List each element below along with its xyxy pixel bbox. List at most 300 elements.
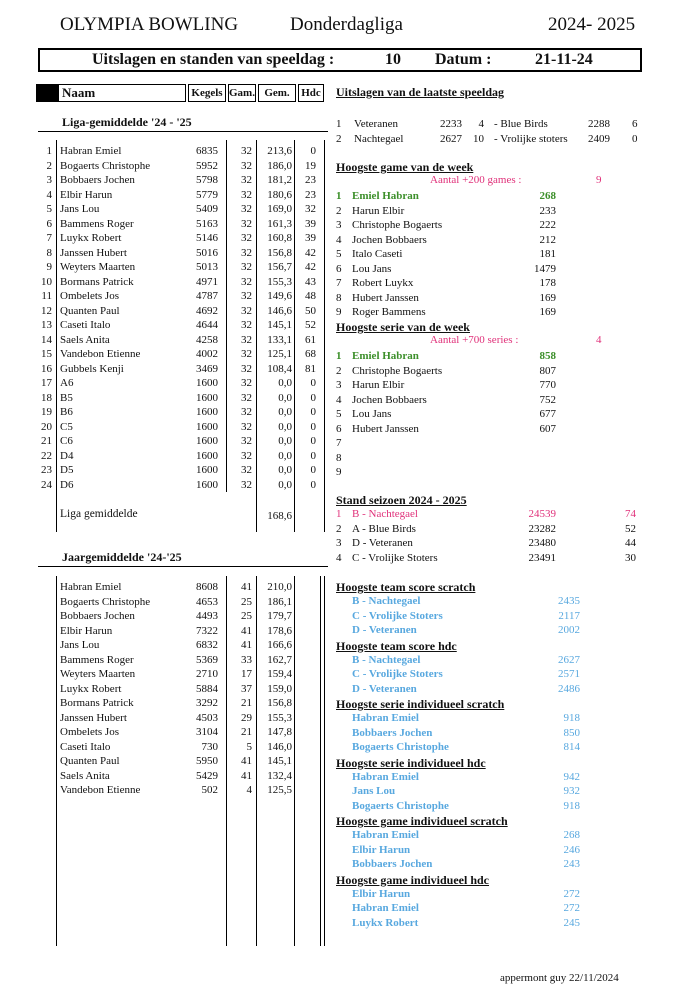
high_series-score: 677 <box>539 408 556 420</box>
league-row-games: 32 <box>241 290 252 302</box>
league-column-rule <box>294 140 295 532</box>
league-row-name: Vandebon Etienne <box>60 348 141 360</box>
league-row-rank: 4 <box>46 188 52 201</box>
league-row-games: 32 <box>241 261 252 273</box>
league-row-avg: 161,3 <box>267 217 292 230</box>
year-row-name: Elbir Harun <box>60 624 113 637</box>
record-name: Bogaerts Christophe <box>352 741 449 753</box>
year-row-games: 29 <box>241 711 252 724</box>
league-row-hdc: 0 <box>310 391 316 404</box>
record-name: Bobbaers Jochen <box>352 726 433 739</box>
high_game-player: Robert Luykx <box>352 277 414 289</box>
league-average-title: Liga-gemiddelde '24 - '25 <box>62 115 192 129</box>
record-value: 272 <box>563 902 580 914</box>
year-row-games: 41 <box>241 769 252 782</box>
record-name: Bogaerts Christophe <box>352 799 449 812</box>
col-pins: Kegels <box>188 84 226 102</box>
standings-points: 74 <box>625 508 636 520</box>
high_game-player: Roger Bammens <box>352 306 426 318</box>
high_game-rank: 7 <box>336 277 342 289</box>
high_game-score: 1479 <box>534 262 556 275</box>
league-row-pins: 4644 <box>196 319 218 331</box>
year-row-avg: 146,0 <box>267 740 292 753</box>
high_game-score: 222 <box>539 219 556 231</box>
league-row-pins: 6835 <box>196 145 218 157</box>
league-row-avg: 125,1 <box>267 348 292 360</box>
league-row-avg: 108,4 <box>267 362 292 375</box>
year-row-name: Bammens Roger <box>60 653 134 666</box>
year-row-avg: 179,7 <box>267 610 292 622</box>
standings-pins: 23282 <box>528 522 556 535</box>
league-row-rank: 19 <box>41 406 52 418</box>
result-away-score: 2409 <box>588 132 610 145</box>
league-row-avg: 145,1 <box>267 319 292 331</box>
league-row-rank: 8 <box>46 246 52 259</box>
year-row-pins: 6832 <box>196 639 218 651</box>
record-value: 850 <box>563 726 580 739</box>
high_series-score: 858 <box>539 350 556 362</box>
standings-rank: 2 <box>336 522 342 535</box>
league-row-pins: 3469 <box>196 362 218 375</box>
col-games: Gam. <box>228 84 256 102</box>
result-away-score: 2288 <box>588 118 610 130</box>
league-row-games: 32 <box>241 391 252 404</box>
high_game-rank: 6 <box>336 262 342 275</box>
year-column-rule <box>294 576 295 946</box>
record-name: Habran Emiel <box>352 712 419 724</box>
year-row-pins: 4493 <box>196 610 218 622</box>
league-row-rank: 24 <box>41 478 52 491</box>
high_game-player: Italo Caseti <box>352 248 403 260</box>
year-row-avg: 125,5 <box>267 784 292 796</box>
league-row-hdc: 48 <box>305 290 316 302</box>
league-row-name: Ombelets Jos <box>60 290 119 302</box>
year-row-pins: 730 <box>201 740 218 753</box>
author-footer: appermont guy 22/11/2024 <box>500 972 619 984</box>
year-row-games: 41 <box>241 755 252 767</box>
high_series-player: Hubert Janssen <box>352 422 419 435</box>
league-row-hdc: 52 <box>305 319 316 331</box>
high_game-score: 233 <box>539 204 556 217</box>
high_game-player: Lou Jans <box>352 262 392 275</box>
year-row-games: 21 <box>241 726 252 738</box>
year-column-rule <box>56 576 57 946</box>
league-row-name: D5 <box>60 464 74 476</box>
league-row-name: Luykx Robert <box>60 232 122 244</box>
record-name: B - Nachtegael <box>352 595 421 607</box>
league-row-avg: 156,8 <box>267 246 292 259</box>
league-row-name: D6 <box>60 478 74 491</box>
year-row-name: Bobbaers Jochen <box>60 610 135 622</box>
year-row-name: Vandebon Etienne <box>60 784 141 796</box>
year-row-name: Quanten Paul <box>60 755 120 767</box>
record-name: Bobbaers Jochen <box>352 858 433 870</box>
league-row-avg: 146,6 <box>267 304 292 317</box>
league-row-pins: 1600 <box>196 377 218 389</box>
year-row-name: Habran Emiel <box>60 581 122 593</box>
year-row-games: 21 <box>241 697 252 709</box>
year-title-rule <box>38 566 328 567</box>
league-row-pins: 1600 <box>196 449 218 462</box>
record-name: Luykx Robert <box>352 916 419 929</box>
date-value: 21-11-24 <box>535 51 593 68</box>
high_game-player: Harun Elbir <box>352 204 405 217</box>
high_game-count: 9 <box>596 174 602 186</box>
year-row-avg: 147,8 <box>267 726 292 738</box>
record-value: 2571 <box>558 668 580 680</box>
league-row-pins: 1600 <box>196 435 218 447</box>
year-row-avg: 159,0 <box>267 682 292 695</box>
league-row-name: B5 <box>60 391 73 404</box>
record-title: Hoogste team score hdc <box>336 638 457 653</box>
record-value: 245 <box>563 916 580 929</box>
year-row-name: Weyters Maarten <box>60 668 136 680</box>
high_series-score: 752 <box>539 393 556 406</box>
year-average-title: Jaargemiddelde '24-'25 <box>62 550 182 564</box>
year-row-games: 41 <box>241 581 252 593</box>
league-row-games: 32 <box>241 420 252 433</box>
high_game-title: Hoogste game van de week <box>336 160 474 174</box>
league-row-games: 32 <box>241 464 252 476</box>
col-avg: Gem. <box>258 84 296 102</box>
league-row-hdc: 42 <box>305 246 316 259</box>
league-row-hdc: 0 <box>310 406 316 418</box>
league-row-rank: 21 <box>41 435 52 447</box>
year-row-games: 17 <box>241 668 252 680</box>
league-row-rank: 6 <box>46 217 52 230</box>
league-row-hdc: 23 <box>305 174 316 186</box>
league-row-pins: 5409 <box>196 203 218 215</box>
col-name: Naam <box>58 84 186 102</box>
record-value: 268 <box>563 829 580 841</box>
year-row-avg: 186,1 <box>267 595 292 608</box>
league-row-name: Caseti Italo <box>60 319 111 331</box>
league-row-games: 32 <box>241 174 252 186</box>
record-title: Hoogste serie individueel scratch <box>336 697 505 711</box>
high_series-player: Harun Elbir <box>352 379 405 391</box>
league-row-name: Janssen Hubert <box>60 246 127 259</box>
record-title: Hoogste team score scratch <box>336 580 476 594</box>
record-title: Hoogste game individueel scratch <box>336 814 508 828</box>
league-row-games: 32 <box>241 435 252 447</box>
year-row-avg: 145,1 <box>267 755 292 767</box>
league-row-rank: 2 <box>46 159 52 172</box>
league-row-pins: 4692 <box>196 304 218 317</box>
league-row-games: 32 <box>241 217 252 230</box>
league-row-rank: 3 <box>46 174 52 186</box>
year-row-games: 33 <box>241 653 252 666</box>
high_game-player: Hubert Janssen <box>352 291 419 304</box>
league-row-avg: 0,0 <box>278 478 292 491</box>
league-row-hdc: 0 <box>310 449 316 462</box>
league-row-hdc: 39 <box>305 217 316 230</box>
result-away-points: 0 <box>632 132 638 145</box>
league-row-rank: 14 <box>41 333 52 346</box>
record-value: 2627 <box>558 653 580 666</box>
league-row-avg: 0,0 <box>278 391 292 404</box>
year-row-pins: 4653 <box>196 595 218 608</box>
league-column-rule <box>56 140 57 532</box>
result-home-score: 2627 <box>440 132 462 145</box>
league-row-avg: 0,0 <box>278 435 292 447</box>
year-row-pins: 7322 <box>196 624 218 637</box>
league-row-games: 32 <box>241 145 252 157</box>
league-row-pins: 1600 <box>196 464 218 476</box>
league-row-games: 32 <box>241 304 252 317</box>
standings-team: A - Blue Birds <box>352 522 416 535</box>
league-row-avg: 160,8 <box>267 232 292 244</box>
high_series-player: Jochen Bobbaers <box>352 393 427 406</box>
year-row-pins: 5369 <box>196 653 218 666</box>
record-value: 2117 <box>558 609 580 622</box>
league-row-pins: 5016 <box>196 246 218 259</box>
league-row-games: 32 <box>241 377 252 389</box>
high_series-rank: 8 <box>336 451 342 464</box>
high_series-rank: 4 <box>336 393 342 406</box>
league-row-hdc: 23 <box>305 188 316 201</box>
league-row-games: 32 <box>241 232 252 244</box>
standings-points: 30 <box>625 551 636 564</box>
league-row-games: 32 <box>241 319 252 331</box>
league-row-pins: 1600 <box>196 420 218 433</box>
high_series-rank: 9 <box>336 466 342 478</box>
result-home-team: Veteranen <box>354 118 398 130</box>
league-row-games: 32 <box>241 348 252 360</box>
year-row-games: 5 <box>246 740 252 753</box>
high_game-player: Emiel Habran <box>352 190 419 202</box>
league-row-pins: 1600 <box>196 406 218 418</box>
year-row-pins: 502 <box>201 784 218 796</box>
league-row-pins: 4971 <box>196 275 218 288</box>
high_series-player: Emiel Habran <box>352 350 419 362</box>
high_game-rank: 5 <box>336 248 342 260</box>
high_game-score: 169 <box>539 306 556 318</box>
league-row-avg: 155,3 <box>267 275 292 288</box>
league-row-rank: 10 <box>41 275 52 288</box>
league-row-rank: 1 <box>46 145 52 157</box>
league-row-hdc: 0 <box>310 377 316 389</box>
record-value: 272 <box>563 887 580 900</box>
high_game-score: 268 <box>539 190 556 202</box>
record-value: 942 <box>563 770 580 783</box>
league-row-games: 32 <box>241 406 252 418</box>
year-row-avg: 155,3 <box>267 711 292 724</box>
result-home-score: 2233 <box>440 118 462 130</box>
league-row-name: Bormans Patrick <box>60 275 134 288</box>
standings-rank: 1 <box>336 508 342 520</box>
year-row-games: 25 <box>241 610 252 622</box>
high_series-score: 607 <box>539 422 556 435</box>
standings-team: D - Veteranen <box>352 537 413 549</box>
league-row-games: 32 <box>241 246 252 259</box>
high_series-player: Lou Jans <box>352 408 392 420</box>
year-row-games: 37 <box>241 682 252 695</box>
standings-pins: 24539 <box>528 508 556 520</box>
year-row-avg: 162,7 <box>267 653 292 666</box>
high_series-rank: 3 <box>336 379 342 391</box>
league-row-rank: 18 <box>41 391 52 404</box>
league-row-name: C5 <box>60 420 73 433</box>
year-row-avg: 178,6 <box>267 624 292 637</box>
record-name: Jans Lou <box>352 785 396 797</box>
league-row-avg: 213,6 <box>267 145 292 157</box>
year-row-games: 41 <box>241 624 252 637</box>
league-row-rank: 5 <box>46 203 52 215</box>
league-row-rank: 11 <box>41 290 52 302</box>
header-marker <box>36 84 58 102</box>
league-row-name: Bobbaers Jochen <box>60 174 135 186</box>
year-row-name: Ombelets Jos <box>60 726 119 738</box>
year-row-pins: 5950 <box>196 755 218 767</box>
league-row-games: 32 <box>241 188 252 201</box>
year-row-games: 4 <box>246 784 252 796</box>
league-row-rank: 12 <box>41 304 52 317</box>
league-row-hdc: 0 <box>310 420 316 433</box>
record-title: Hoogste serie individueel hdc <box>336 755 486 770</box>
league-row-games: 32 <box>241 333 252 346</box>
high_game-score: 212 <box>539 233 556 246</box>
league-row-hdc: 68 <box>305 348 316 360</box>
high_series-title: Hoogste serie van de week <box>336 320 470 334</box>
record-name: Elbir Harun <box>352 843 411 856</box>
result-home-points: 10 <box>473 132 484 145</box>
league-row-avg: 149,6 <box>267 290 292 302</box>
high_game-player: Christophe Bogaerts <box>352 219 443 231</box>
result-away-team: - Blue Birds <box>494 118 548 130</box>
year-row-name: Caseti Italo <box>60 740 111 753</box>
league-row-name: A6 <box>60 377 74 389</box>
league-row-pins: 5779 <box>196 188 218 201</box>
record-name: D - Veteranen <box>352 682 417 695</box>
season: 2024- 2025 <box>548 14 636 35</box>
record-value: 2486 <box>558 682 580 695</box>
league-row-avg: 0,0 <box>278 420 292 433</box>
year-column-rule <box>226 576 227 946</box>
league-row-rank: 17 <box>41 377 52 389</box>
year-column-rule <box>324 576 325 946</box>
year-row-pins: 8608 <box>196 581 218 593</box>
record-name: Habran Emiel <box>352 829 419 841</box>
year-row-avg: 156,8 <box>267 697 292 709</box>
year-row-name: Janssen Hubert <box>60 711 127 724</box>
high_game-score: 181 <box>539 248 556 260</box>
year-row-name: Saels Anita <box>60 769 110 782</box>
record-name: Elbir Harun <box>352 887 411 900</box>
high_series-rank: 5 <box>336 408 342 420</box>
title-bar <box>38 48 642 72</box>
year-row-pins: 4503 <box>196 711 218 724</box>
standings-pins: 23491 <box>528 551 556 564</box>
league-row-pins: 5146 <box>196 232 218 244</box>
high_game-count-label: Aantal +200 games : <box>430 174 522 186</box>
league-row-hdc: 32 <box>305 203 316 215</box>
league-title-rule <box>38 131 328 132</box>
league-row-hdc: 0 <box>310 478 316 491</box>
year-row-name: Bogaerts Christophe <box>60 595 151 608</box>
year-row-games: 25 <box>241 595 252 608</box>
league-footer-value: 168,6 <box>267 510 292 522</box>
record-value: 814 <box>563 741 580 753</box>
league-row-pins: 4002 <box>196 348 218 360</box>
records-left-rule <box>320 576 321 946</box>
league-row-hdc: 0 <box>310 464 316 476</box>
year-row-avg: 132,4 <box>267 769 292 782</box>
league-row-name: Quanten Paul <box>60 304 120 317</box>
league-row-games: 32 <box>241 449 252 462</box>
league-row-pins: 5163 <box>196 217 218 230</box>
result-home-team: Nachtegael <box>354 132 404 145</box>
league-row-rank: 22 <box>41 449 52 462</box>
league-row-name: Weyters Maarten <box>60 261 136 273</box>
league-row-avg: 0,0 <box>278 406 292 418</box>
league-row-avg: 156,7 <box>267 261 292 273</box>
league-row-name: Elbir Harun <box>60 188 113 201</box>
league-row-hdc: 43 <box>305 275 316 288</box>
year-row-pins: 5429 <box>196 769 218 782</box>
high_series-score: 770 <box>539 379 556 391</box>
year-row-pins: 3104 <box>196 726 218 738</box>
league-row-rank: 23 <box>41 464 52 476</box>
high_game-score: 169 <box>539 291 556 304</box>
record-name: C - Vrolijke Stoters <box>352 609 443 622</box>
high_series-rank: 2 <box>336 364 342 377</box>
record-name: Habran Emiel <box>352 902 419 914</box>
result-away-points: 6 <box>632 118 638 130</box>
record-value: 932 <box>563 785 580 797</box>
record-name: B - Nachtegael <box>352 653 421 666</box>
standings-team: B - Nachtegael <box>352 508 418 520</box>
league-row-name: C6 <box>60 435 73 447</box>
league-row-rank: 7 <box>46 232 52 244</box>
league-row-name: Saels Anita <box>60 333 110 346</box>
standings-team: C - Vrolijke Stoters <box>352 551 438 564</box>
high_game-player: Jochen Bobbaers <box>352 233 427 246</box>
league-row-name: D4 <box>60 449 74 462</box>
league-row-rank: 16 <box>41 362 52 375</box>
year-row-pins: 5884 <box>196 682 218 695</box>
league-row-avg: 0,0 <box>278 449 292 462</box>
year-row-games: 41 <box>241 639 252 651</box>
high_game-rank: 2 <box>336 204 342 217</box>
league-row-pins: 4258 <box>196 333 218 346</box>
year-row-name: Luykx Robert <box>60 682 122 695</box>
league-row-pins: 5952 <box>196 159 218 172</box>
high_game-rank: 4 <box>336 233 342 246</box>
speeldag-number: 10 <box>385 51 401 68</box>
league-row-name: Bogaerts Christophe <box>60 159 151 172</box>
league-row-pins: 5798 <box>196 174 218 186</box>
league-row-avg: 0,0 <box>278 464 292 476</box>
league-row-rank: 20 <box>41 420 52 433</box>
high_series-count: 4 <box>596 334 602 346</box>
league-row-avg: 169,0 <box>267 203 292 215</box>
league-row-hdc: 81 <box>305 362 316 375</box>
record-value: 246 <box>563 843 580 856</box>
league-row-games: 32 <box>241 275 252 288</box>
league-row-hdc: 42 <box>305 261 316 273</box>
league-name: Donderdagliga <box>290 14 403 35</box>
league-row-avg: 180,6 <box>267 188 292 201</box>
col-hdc: Hdc <box>298 84 324 102</box>
league-row-hdc: 0 <box>310 145 316 157</box>
year-row-pins: 3292 <box>196 697 218 709</box>
standings-points: 44 <box>625 537 636 549</box>
league-row-hdc: 50 <box>305 304 316 317</box>
league-row-hdc: 0 <box>310 435 316 447</box>
high_series-rank: 7 <box>336 437 342 449</box>
league-row-rank: 15 <box>41 348 52 360</box>
league-column-rule <box>324 140 325 532</box>
